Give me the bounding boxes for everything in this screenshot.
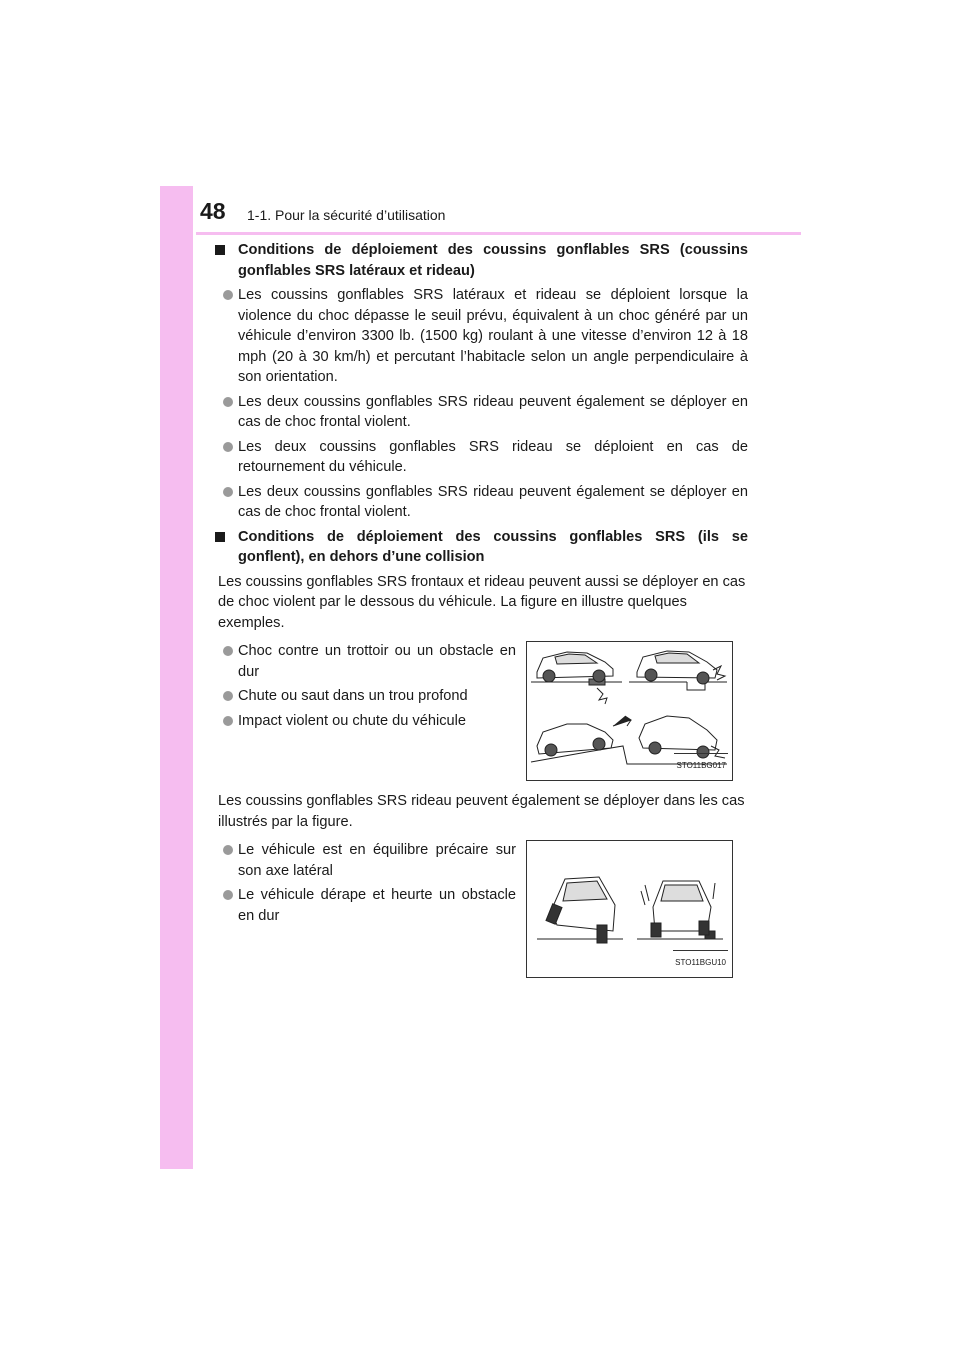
header-rule xyxy=(196,232,801,235)
figure-code: STO11BGU10 xyxy=(675,953,726,974)
list-item: Les coussins gonflables SRS latéraux et rideau se déploient lorsque la violence du choc dépasse le seuil prévu, équivalent à un choc généré par un véhicule d’environ 3300 lb. (1500 kg) roulant à une vitesse d’environ 12 à 18 mph (20 à 30 km/h) et percutant l’habitacle selon un angle perpendiculaire à son orientation. xyxy=(213,285,748,388)
crash-illustration-figure xyxy=(526,641,733,781)
bullet-icon xyxy=(223,716,233,726)
bullet-icon xyxy=(223,890,233,900)
bullet-icon xyxy=(223,487,233,497)
list-item: Chute ou saut dans un trou profond xyxy=(213,686,516,707)
paragraph: Les coussins gonflables SRS rideau peuvent également se déployer dans les cas illustrés par la figure. xyxy=(218,793,745,830)
figure-bullet-list xyxy=(213,840,516,930)
page-number: 48 xyxy=(200,198,226,224)
bullet-icon xyxy=(223,646,233,656)
bullet-icon xyxy=(223,397,233,407)
rollover-illustration-figure xyxy=(526,840,733,978)
side-tab-bar xyxy=(160,186,193,1169)
square-bullet-icon xyxy=(215,245,225,255)
figure-code: STO11BG017 xyxy=(676,756,726,777)
figure-row xyxy=(213,641,748,781)
bullet-icon xyxy=(223,845,233,855)
bullet-icon xyxy=(223,290,233,300)
list-item: Le véhicule est en équilibre précaire sur son axe latéral xyxy=(213,840,516,881)
section-heading: Conditions de déploiement des coussins gonflables SRS (coussins gonflables SRS latéraux et rideau) xyxy=(213,240,748,281)
figure-row xyxy=(213,840,748,978)
list-item: Impact violent ou chute du véhicule xyxy=(213,711,516,732)
list-item: Les deux coussins gonflables SRS rideau peuvent également se déployer en cas de choc frontal violent. xyxy=(213,482,748,523)
list-item: Les deux coussins gonflables SRS rideau peuvent également se déployer en cas de choc frontal violent. xyxy=(213,392,748,433)
figure-bullet-list xyxy=(213,641,516,735)
list-item: Les deux coussins gonflables SRS rideau se déploient en cas de retournement du véhicule. xyxy=(213,437,748,478)
list-item: Le véhicule dérape et heurte un obstacle en dur xyxy=(213,885,516,926)
bullet-icon xyxy=(223,691,233,701)
paragraph: Les coussins gonflables SRS frontaux et rideau peuvent aussi se déployer en cas de choc violent par le dessous du véhicule. La figure en illustre quelques exemples. xyxy=(218,573,746,631)
list-item: Choc contre un trottoir ou un obstacle en dur xyxy=(213,641,516,682)
running-header: 1-1. Pour la sécurité d’utilisation xyxy=(247,207,446,223)
square-bullet-icon xyxy=(215,532,225,542)
section-heading: Conditions de déploiement des coussins gonflables SRS (ils se gonflent), en dehors d’une collision xyxy=(213,527,748,568)
page-content xyxy=(213,240,748,978)
bullet-icon xyxy=(223,442,233,452)
